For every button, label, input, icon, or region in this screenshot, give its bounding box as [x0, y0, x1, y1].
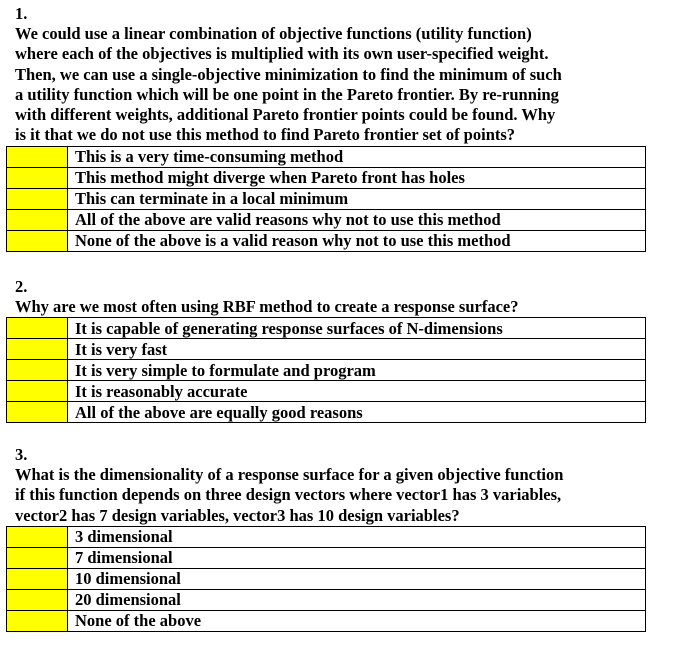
option-row[interactable] — [7, 146, 646, 167]
option-text: All of the above are equally good reasons — [68, 402, 646, 423]
question-text: We could use a linear combination of objective functions (utility function) where each of the objectives is multiplied with its own user-specified weight. Then, we can use a single-objective minimization to find the minimum of such a utility function which will be one point in the Pareto frontier. By re-running with different weights, additional Pareto frontier points could be found. Why is it that we do not use this method to find Pareto frontier set of points? — [15, 24, 562, 145]
option-text: It is very simple to formulate and program — [68, 360, 646, 381]
option-row[interactable] — [7, 381, 646, 402]
options-table — [6, 317, 646, 423]
question-text: What is the dimensionality of a response surface for a given objective function if this function depends on three design vectors where vector1 has 3 variables, vector2 has 7 design variables, vector3 has 10 design variables? — [15, 465, 564, 525]
option-text: This is a very time-consuming method — [68, 146, 646, 167]
answer-cell[interactable] — [7, 167, 68, 188]
option-text: This method might diverge when Pareto front has holes — [68, 167, 646, 188]
option-row[interactable] — [7, 526, 646, 547]
option-text: None of the above — [68, 610, 646, 631]
option-row[interactable] — [7, 230, 646, 251]
answer-cell[interactable] — [7, 146, 68, 167]
option-text: It is very fast — [68, 339, 646, 360]
options-table — [6, 526, 646, 632]
answer-cell[interactable] — [7, 589, 68, 610]
option-row[interactable] — [7, 568, 646, 589]
answer-cell[interactable] — [7, 547, 68, 568]
option-text: 20 dimensional — [68, 589, 646, 610]
question-3 — [15, 444, 655, 632]
answer-cell[interactable] — [7, 381, 68, 402]
option-row[interactable] — [7, 589, 646, 610]
question-number: 1. — [15, 4, 28, 23]
answer-cell[interactable] — [7, 360, 68, 381]
question-1 — [15, 3, 655, 252]
question-text: Why are we most often using RBF method to create a response surface? — [15, 297, 519, 316]
answer-cell[interactable] — [7, 188, 68, 209]
answer-cell[interactable] — [7, 339, 68, 360]
option-row[interactable] — [7, 167, 646, 188]
option-text: It is reasonably accurate — [68, 381, 646, 402]
option-text: All of the above are valid reasons why not to use this method — [68, 209, 646, 230]
answer-cell[interactable] — [7, 526, 68, 547]
question-2 — [15, 276, 655, 423]
option-row[interactable] — [7, 318, 646, 339]
option-text: 7 dimensional — [68, 547, 646, 568]
answer-cell[interactable] — [7, 610, 68, 631]
option-row[interactable] — [7, 188, 646, 209]
option-text: This can terminate in a local minimum — [68, 188, 646, 209]
option-row[interactable] — [7, 610, 646, 631]
question-number: 2. — [15, 277, 28, 296]
options-table — [6, 146, 646, 252]
answer-cell[interactable] — [7, 209, 68, 230]
option-row[interactable] — [7, 360, 646, 381]
question-number: 3. — [15, 445, 28, 464]
option-text: None of the above is a valid reason why not to use this method — [68, 230, 646, 251]
answer-cell[interactable] — [7, 402, 68, 423]
answer-cell[interactable] — [7, 568, 68, 589]
option-text: It is capable of generating response surfaces of N-dimensions — [68, 318, 646, 339]
option-text: 10 dimensional — [68, 568, 646, 589]
answer-cell[interactable] — [7, 230, 68, 251]
option-row[interactable] — [7, 209, 646, 230]
option-row[interactable] — [7, 339, 646, 360]
option-text: 3 dimensional — [68, 526, 646, 547]
answer-cell[interactable] — [7, 318, 68, 339]
option-row[interactable] — [7, 402, 646, 423]
option-row[interactable] — [7, 547, 646, 568]
